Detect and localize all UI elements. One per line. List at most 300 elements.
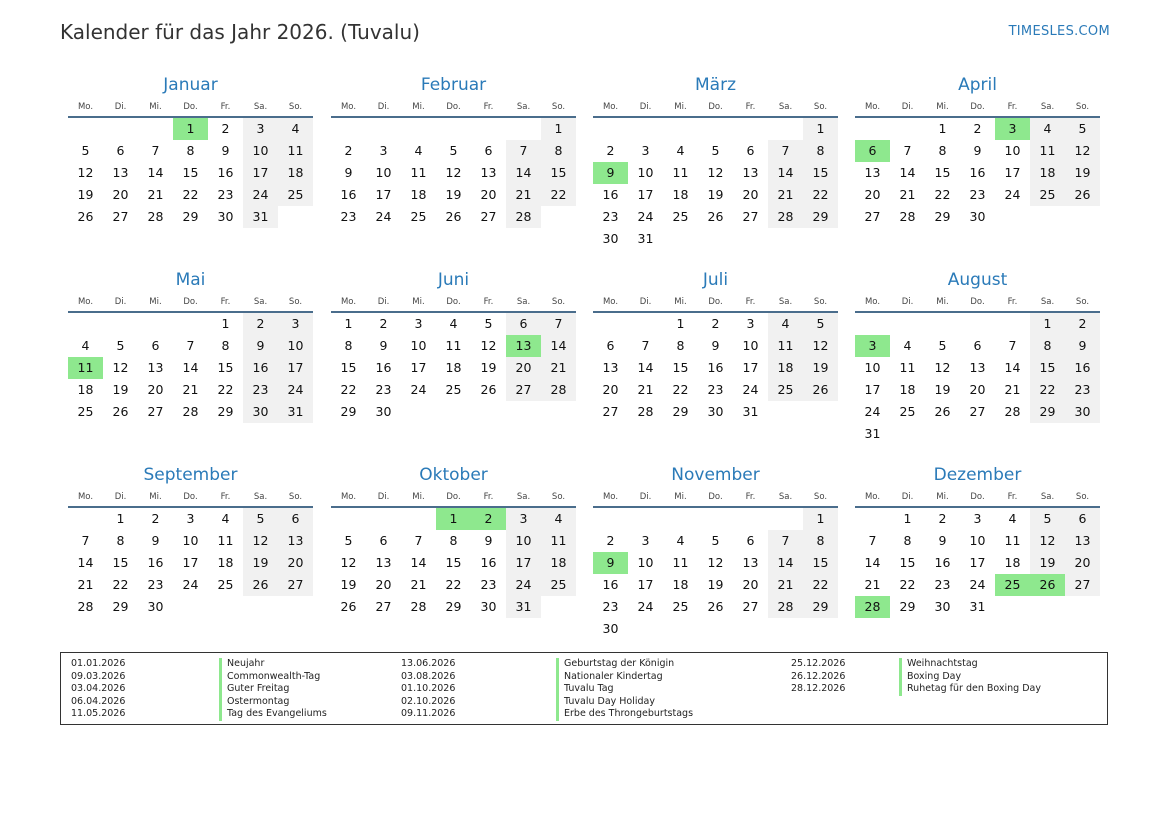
- day-cell: 17: [182, 555, 199, 570]
- day-cell: 16: [243, 357, 278, 379]
- day-cell: 23: [480, 577, 497, 592]
- empty-cell: [663, 508, 698, 530]
- weekday-label: Sa.: [778, 492, 793, 502]
- day-cell: 18: [672, 577, 689, 592]
- day-cell: 9: [973, 143, 982, 158]
- day-cell: 30: [969, 209, 986, 224]
- month-name: Januar: [163, 75, 218, 95]
- weekday-label: So.: [813, 102, 828, 112]
- day-cell: 17: [637, 187, 654, 202]
- holiday-row: [401, 658, 693, 671]
- holiday-date: 03.04.2026: [71, 683, 126, 694]
- day-cell: 24: [410, 382, 427, 397]
- day-cell: 16: [707, 360, 724, 375]
- weekday-label: Mo.: [77, 492, 94, 502]
- holiday-day-cell: 9: [593, 162, 628, 184]
- weekday-label: Di.: [377, 297, 390, 307]
- day-cell: 8: [221, 338, 230, 353]
- month-november: [593, 464, 838, 640]
- day-cell: 8: [186, 143, 195, 158]
- month-juli: [593, 269, 838, 423]
- empty-cell: [593, 313, 628, 335]
- holiday-name: Guter Freitag: [219, 683, 289, 696]
- weekday-label: Fr.: [483, 102, 494, 112]
- holiday-day-cell: 3: [855, 335, 890, 357]
- month-februar: [331, 74, 576, 228]
- day-cell: 8: [676, 338, 685, 353]
- weekday-label: Do.: [446, 492, 461, 502]
- day-cell: 20: [1065, 552, 1100, 574]
- day-cell: 11: [672, 555, 689, 570]
- weekday-label: Fr.: [220, 492, 231, 502]
- empty-cell: [960, 313, 995, 335]
- day-cell: 6: [278, 508, 313, 530]
- day-cell: 8: [449, 533, 458, 548]
- holiday-row: [71, 696, 327, 709]
- weekday-label: Di.: [114, 102, 127, 112]
- day-cell: 20: [742, 187, 759, 202]
- empty-cell: [855, 313, 890, 335]
- day-cell: 30: [602, 621, 619, 636]
- day-cell: 29: [445, 599, 462, 614]
- weekday-header: [331, 291, 576, 313]
- day-cell: 3: [186, 511, 195, 526]
- day-cell: 6: [116, 143, 125, 158]
- day-cell: 29: [1030, 401, 1065, 423]
- day-cell: 24: [637, 209, 654, 224]
- day-cell: 27: [1065, 574, 1100, 596]
- day-grid: [331, 118, 576, 228]
- empty-cell: [471, 118, 506, 140]
- day-cell: 16: [340, 187, 357, 202]
- day-cell: 6: [379, 533, 388, 548]
- day-cell: 7: [768, 530, 803, 552]
- day-cell: 20: [506, 357, 541, 379]
- day-cell: 19: [112, 382, 129, 397]
- day-cell: 11: [541, 530, 576, 552]
- day-cell: 5: [449, 143, 458, 158]
- day-cell: 19: [445, 187, 462, 202]
- day-cell: 26: [243, 574, 278, 596]
- day-cell: 8: [803, 140, 838, 162]
- day-cell: 19: [934, 382, 951, 397]
- day-cell: 16: [147, 555, 164, 570]
- day-cell: 27: [864, 209, 881, 224]
- day-cell: 25: [445, 382, 462, 397]
- day-cell: 14: [147, 165, 164, 180]
- weekday-label: Sa.: [253, 492, 268, 502]
- day-cell: 8: [903, 533, 912, 548]
- holiday-column-3: [791, 658, 1041, 696]
- day-cell: 18: [541, 552, 576, 574]
- day-cell: 4: [676, 143, 685, 158]
- day-cell: 24: [375, 209, 392, 224]
- weekday-header: [855, 291, 1100, 313]
- day-cell: 31: [278, 401, 313, 423]
- day-cell: 5: [711, 533, 720, 548]
- day-cell: 3: [506, 508, 541, 530]
- day-cell: 13: [602, 360, 619, 375]
- day-cell: 14: [77, 555, 94, 570]
- day-cell: 4: [414, 143, 423, 158]
- day-cell: 2: [711, 316, 720, 331]
- day-cell: 12: [112, 360, 129, 375]
- weekday-label: Sa.: [1040, 102, 1055, 112]
- day-cell: 5: [243, 508, 278, 530]
- weekday-header: [593, 486, 838, 508]
- day-cell: 31: [864, 426, 881, 441]
- weekday-label: Mo.: [77, 102, 94, 112]
- day-cell: 29: [672, 404, 689, 419]
- weekday-label: Do.: [446, 102, 461, 112]
- holiday-date: 28.12.2026: [791, 683, 846, 694]
- day-cell: 14: [541, 335, 576, 357]
- empty-cell: [663, 118, 698, 140]
- day-cell: 6: [746, 533, 755, 548]
- weekday-header: [68, 486, 313, 508]
- day-cell: 16: [934, 555, 951, 570]
- day-grid: [68, 118, 313, 228]
- weekday-label: Mo.: [602, 297, 619, 307]
- day-cell: 15: [445, 555, 462, 570]
- weekday-label: Fr.: [1007, 297, 1018, 307]
- day-cell: 22: [217, 382, 234, 397]
- holiday-date: 25.12.2026: [791, 658, 846, 669]
- day-cell: 25: [899, 404, 916, 419]
- month-name: August: [947, 270, 1008, 290]
- weekday-label: Fr.: [220, 297, 231, 307]
- day-cell: 29: [340, 404, 357, 419]
- holiday-name: Tuvalu Tag: [556, 683, 614, 696]
- day-cell: 13: [375, 555, 392, 570]
- weekday-label: Di.: [114, 492, 127, 502]
- day-cell: 11: [217, 533, 234, 548]
- day-cell: 26: [445, 209, 462, 224]
- day-cell: 13: [480, 165, 497, 180]
- day-cell: 1: [344, 316, 353, 331]
- month-april: [855, 74, 1100, 228]
- weekday-label: Di.: [639, 102, 652, 112]
- day-cell: 25: [278, 184, 313, 206]
- day-cell: 1: [803, 118, 838, 140]
- day-cell: 10: [506, 530, 541, 552]
- day-cell: 10: [1004, 143, 1021, 158]
- day-cell: 26: [112, 404, 129, 419]
- day-cell: 12: [1065, 140, 1100, 162]
- day-cell: 12: [480, 338, 497, 353]
- day-cell: 7: [1008, 338, 1017, 353]
- day-cell: 29: [112, 599, 129, 614]
- month-dezember: [855, 464, 1100, 618]
- day-cell: 22: [1030, 379, 1065, 401]
- weekday-label: Di.: [901, 492, 914, 502]
- weekday-label: Do.: [708, 102, 723, 112]
- day-cell: 19: [707, 187, 724, 202]
- day-cell: 2: [221, 121, 230, 136]
- day-cell: 25: [541, 574, 576, 596]
- day-cell: 17: [243, 162, 278, 184]
- day-cell: 14: [768, 552, 803, 574]
- weekday-label: So.: [551, 492, 566, 502]
- day-cell: 3: [243, 118, 278, 140]
- day-cell: 17: [278, 357, 313, 379]
- empty-cell: [331, 508, 366, 530]
- weekday-label: Mo.: [340, 297, 357, 307]
- day-cell: 6: [151, 338, 160, 353]
- day-cell: 4: [278, 118, 313, 140]
- day-cell: 27: [742, 599, 759, 614]
- month-august: [855, 269, 1100, 445]
- day-cell: 18: [1030, 162, 1065, 184]
- weekday-label: So.: [551, 297, 566, 307]
- day-cell: 9: [379, 338, 388, 353]
- holiday-date: 03.08.2026: [401, 670, 456, 682]
- day-cell: 3: [641, 143, 650, 158]
- holiday-name: Tuvalu Day Holiday: [556, 696, 655, 709]
- weekday-header: [855, 96, 1100, 118]
- day-cell: 4: [1030, 118, 1065, 140]
- day-cell: 8: [1030, 335, 1065, 357]
- day-cell: 30: [217, 209, 234, 224]
- day-grid: [593, 508, 838, 640]
- day-cell: 9: [938, 533, 947, 548]
- day-cell: 17: [864, 382, 881, 397]
- day-cell: 7: [641, 338, 650, 353]
- day-cell: 12: [445, 165, 462, 180]
- day-cell: 6: [606, 338, 615, 353]
- day-cell: 23: [243, 379, 278, 401]
- day-cell: 10: [864, 360, 881, 375]
- weekday-label: Mi.: [412, 492, 425, 502]
- weekday-label: Di.: [114, 297, 127, 307]
- empty-cell: [103, 118, 138, 140]
- holiday-date: 01.10.2026: [401, 683, 456, 694]
- day-cell: 28: [541, 379, 576, 401]
- day-cell: 17: [410, 360, 427, 375]
- weekday-label: Mo.: [77, 297, 94, 307]
- day-cell: 2: [973, 121, 982, 136]
- weekday-label: Fr.: [483, 297, 494, 307]
- day-cell: 25: [410, 209, 427, 224]
- day-cell: 29: [803, 206, 838, 228]
- day-cell: 1: [541, 118, 576, 140]
- day-cell: 4: [676, 533, 685, 548]
- empty-cell: [855, 118, 890, 140]
- day-cell: 29: [217, 404, 234, 419]
- weekday-label: Fr.: [745, 102, 756, 112]
- day-cell: 31: [243, 206, 278, 228]
- day-cell: 21: [864, 577, 881, 592]
- day-cell: 24: [742, 382, 759, 397]
- day-cell: 7: [151, 143, 160, 158]
- day-cell: 19: [803, 357, 838, 379]
- empty-cell: [366, 508, 401, 530]
- month-name: Juni: [437, 270, 470, 290]
- day-grid: [855, 508, 1100, 618]
- day-cell: 22: [112, 577, 129, 592]
- day-cell: 28: [637, 404, 654, 419]
- weekday-label: Di.: [639, 297, 652, 307]
- day-cell: 15: [1030, 357, 1065, 379]
- day-cell: 28: [506, 206, 541, 228]
- day-cell: 21: [899, 187, 916, 202]
- holiday-row: [401, 696, 693, 709]
- day-cell: 30: [602, 231, 619, 246]
- holiday-row: [791, 671, 1041, 684]
- weekday-label: Mi.: [149, 492, 162, 502]
- weekday-label: So.: [288, 102, 303, 112]
- weekday-label: Mi.: [674, 102, 687, 112]
- empty-cell: [698, 508, 733, 530]
- weekday-label: Do.: [446, 297, 461, 307]
- day-cell: 26: [1065, 184, 1100, 206]
- day-cell: 20: [864, 187, 881, 202]
- day-cell: 3: [641, 533, 650, 548]
- month-september: [68, 464, 313, 618]
- holiday-day-cell: 25: [995, 574, 1030, 596]
- day-cell: 31: [506, 596, 541, 618]
- day-cell: 13: [112, 165, 129, 180]
- day-cell: 7: [903, 143, 912, 158]
- weekday-label: Di.: [377, 492, 390, 502]
- day-cell: 2: [379, 316, 388, 331]
- holiday-day-cell: 13: [506, 335, 541, 357]
- holiday-date: 01.01.2026: [71, 658, 126, 669]
- empty-cell: [103, 313, 138, 335]
- day-cell: 21: [768, 184, 803, 206]
- weekday-label: So.: [288, 492, 303, 502]
- empty-cell: [593, 508, 628, 530]
- holiday-date: 09.11.2026: [401, 708, 456, 719]
- holiday-name: Ostermontag: [219, 696, 289, 709]
- day-cell: 12: [707, 555, 724, 570]
- day-cell: 13: [742, 555, 759, 570]
- day-cell: 9: [711, 338, 720, 353]
- day-cell: 13: [864, 165, 881, 180]
- day-cell: 27: [147, 404, 164, 419]
- holiday-name: Neujahr: [219, 658, 264, 671]
- day-cell: 8: [803, 530, 838, 552]
- day-cell: 4: [903, 338, 912, 353]
- day-cell: 3: [278, 313, 313, 335]
- holiday-day-cell: 1: [173, 118, 208, 140]
- month-name: Februar: [420, 75, 487, 95]
- day-cell: 27: [112, 209, 129, 224]
- day-cell: 10: [742, 338, 759, 353]
- holiday-day-cell: 2: [471, 508, 506, 530]
- day-cell: 21: [147, 187, 164, 202]
- weekday-label: So.: [551, 102, 566, 112]
- day-cell: 29: [803, 596, 838, 618]
- month-name: Dezember: [933, 465, 1022, 485]
- weekday-label: Di.: [901, 297, 914, 307]
- empty-cell: [733, 508, 768, 530]
- day-cell: 16: [602, 577, 619, 592]
- day-cell: 27: [506, 379, 541, 401]
- day-cell: 8: [116, 533, 125, 548]
- empty-cell: [138, 118, 173, 140]
- day-cell: 26: [340, 599, 357, 614]
- day-cell: 28: [1004, 404, 1021, 419]
- day-cell: 6: [484, 143, 493, 158]
- holiday-row: [401, 708, 693, 721]
- day-cell: 5: [938, 338, 947, 353]
- day-cell: 21: [1004, 382, 1021, 397]
- empty-cell: [890, 313, 925, 335]
- day-cell: 28: [77, 599, 94, 614]
- day-cell: 22: [934, 187, 951, 202]
- holiday-row: [71, 683, 327, 696]
- day-cell: 3: [379, 143, 388, 158]
- day-cell: 29: [934, 209, 951, 224]
- day-cell: 5: [711, 143, 720, 158]
- weekday-label: So.: [1075, 492, 1090, 502]
- day-cell: 16: [602, 187, 619, 202]
- day-cell: 19: [1065, 162, 1100, 184]
- month-name: April: [958, 75, 997, 95]
- day-cell: 10: [243, 140, 278, 162]
- day-cell: 25: [768, 379, 803, 401]
- weekday-label: Mi.: [412, 297, 425, 307]
- weekday-label: Mo.: [340, 102, 357, 112]
- empty-cell: [855, 508, 890, 530]
- day-cell: 1: [116, 511, 125, 526]
- day-cell: 9: [221, 143, 230, 158]
- month-name: Oktober: [419, 465, 488, 485]
- day-cell: 28: [147, 209, 164, 224]
- day-cell: 10: [410, 338, 427, 353]
- holiday-row: [71, 671, 327, 684]
- day-cell: 2: [1065, 313, 1100, 335]
- day-grid: [68, 313, 313, 423]
- holiday-row: [401, 683, 693, 696]
- holiday-date: 02.10.2026: [401, 695, 456, 707]
- day-cell: 10: [637, 555, 654, 570]
- day-cell: 30: [1065, 401, 1100, 423]
- weekday-label: Mi.: [674, 297, 687, 307]
- weekday-header: [855, 486, 1100, 508]
- holiday-day-cell: 9: [593, 552, 628, 574]
- empty-cell: [890, 118, 925, 140]
- empty-cell: [628, 118, 663, 140]
- day-cell: 18: [410, 187, 427, 202]
- day-cell: 11: [278, 140, 313, 162]
- day-cell: 25: [1030, 184, 1065, 206]
- day-cell: 2: [243, 313, 278, 335]
- day-cell: 24: [969, 577, 986, 592]
- day-cell: 27: [480, 209, 497, 224]
- day-cell: 30: [480, 599, 497, 614]
- day-cell: 22: [445, 577, 462, 592]
- holiday-name: Boxing Day: [899, 671, 961, 684]
- day-cell: 19: [340, 577, 357, 592]
- weekday-label: So.: [1075, 297, 1090, 307]
- day-cell: 22: [803, 184, 838, 206]
- day-cell: 9: [1065, 335, 1100, 357]
- weekday-label: So.: [288, 297, 303, 307]
- day-cell: 11: [410, 165, 427, 180]
- day-grid: [593, 313, 838, 423]
- weekday-label: Mi.: [412, 102, 425, 112]
- day-cell: 12: [803, 335, 838, 357]
- brand-link[interactable]: TIMESLES.COM: [1008, 24, 1110, 39]
- page-title: Kalender für das Jahr 2026. (Tuvalu): [60, 20, 420, 44]
- day-cell: 15: [182, 165, 199, 180]
- day-cell: 3: [414, 316, 423, 331]
- weekday-label: Mo.: [340, 492, 357, 502]
- day-cell: 6: [746, 143, 755, 158]
- empty-cell: [768, 118, 803, 140]
